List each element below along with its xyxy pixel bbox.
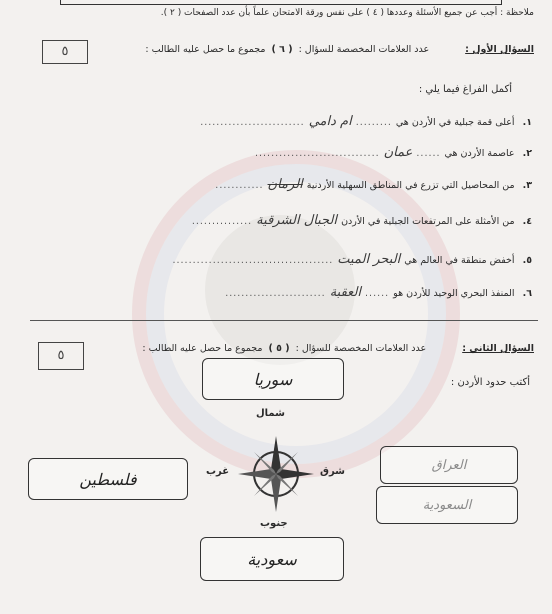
q2-marks-label: عدد العلامات المخصصة للسؤال : — [295, 343, 427, 354]
q1-item-6 — [225, 285, 532, 300]
q1-item-1-answer: ام دامي — [308, 114, 352, 129]
q1-item-6-text: المنفذ البحري الوحيد للأردن هو — [393, 288, 515, 299]
east-label: شرق — [320, 466, 345, 477]
q1-item-4-answer: الجبال الشرقية — [256, 213, 338, 228]
q1-item-3 — [215, 177, 532, 192]
q1-item-1-blank-2: .......................... — [200, 117, 305, 128]
south-border-box: سعودية — [200, 537, 344, 581]
q1-total-label: مجموع ما حصل عليه الطالب : — [145, 44, 266, 55]
exam-note: ملاحظة : أجب عن جميع الأسئلة وعددها ( ٤ ) على نفس ورقة الامتحان علماً بأن عدد الصفحات ( ٢ ). — [160, 8, 534, 18]
q1-item-4-num: ٤. — [522, 216, 532, 227]
q1-item-3-text: من المحاصيل التي تزرع في المناطق السهلية الأردنية — [306, 180, 515, 191]
q1-header — [145, 44, 534, 55]
q1-item-6-answer: العقبة — [329, 285, 362, 300]
q1-item-2 — [255, 145, 532, 160]
compass-rose-icon — [236, 434, 316, 514]
south-label: جنوب — [260, 518, 288, 529]
q1-item-5-answer: البحر الميت — [337, 252, 401, 267]
q1-item-4 — [192, 213, 532, 228]
header-frame — [60, 0, 502, 5]
q1-marks: ( ٦ ) — [271, 44, 293, 55]
q1-item-4-text: من الأمثلة على المرتفعات الجبلية في الأردن — [341, 216, 515, 227]
east-border-box-1: العراق — [380, 446, 518, 484]
q1-item-2-text: عاصمة الأردن هي — [444, 148, 515, 159]
q1-item-1-blank: ......... — [355, 117, 392, 128]
section-divider — [30, 320, 538, 321]
q1-marks-label: عدد العلامات المخصصة للسؤال : — [298, 44, 430, 55]
q1-item-1-num: ١. — [522, 117, 532, 128]
q1-item-6-num: ٦. — [522, 288, 532, 299]
q2-score-box: ٥ — [38, 342, 84, 370]
q1-item-1 — [200, 114, 532, 129]
north-border-box: سوريا — [202, 358, 344, 400]
q2-total-label: مجموع ما حصل عليه الطالب : — [142, 343, 263, 354]
q1-item-3-blank: ............ — [215, 180, 264, 191]
q1-item-1-text: أعلى قمة جبلية في الأردن هي — [395, 117, 515, 128]
q1-item-3-num: ٣. — [522, 180, 532, 191]
q2-header — [142, 343, 534, 354]
q1-item-2-answer: عمان — [383, 145, 413, 160]
q1-item-2-blank: ...... — [416, 148, 441, 159]
q1-item-5-blank: ........................................ — [172, 255, 334, 266]
q1-item-6-blank: ...... — [365, 288, 390, 299]
north-label: شمال — [256, 408, 285, 419]
q1-item-3-answer: الرمان — [267, 177, 303, 192]
q1-item-4-blank: ............... — [191, 216, 253, 227]
q1-item-5-num: ٥. — [522, 255, 532, 266]
q1-title: السؤال الأول : — [465, 44, 534, 55]
q1-score-box: ٥ — [42, 40, 88, 64]
q1-item-2-blank-2: ............................... — [255, 148, 380, 159]
east-border-box-2: السعودية — [376, 486, 518, 524]
q1-item-6-blank-2: ......................... — [225, 288, 326, 299]
q2-marks: ( ٥ ) — [268, 343, 290, 354]
west-label: غرب — [206, 466, 230, 477]
west-border-box: فلسطين — [28, 458, 188, 500]
q1-item-5 — [173, 252, 533, 267]
q1-item-2-num: ٢. — [522, 148, 532, 159]
q1-item-5-text: أخفض منطقة في العالم هي — [404, 255, 515, 266]
q1-instruction: أكمل الفراغ فيما يلي : — [418, 84, 512, 95]
q2-title: السؤال الثاني : — [462, 343, 534, 354]
q2-instruction: أكتب حدود الأردن : — [450, 377, 530, 388]
